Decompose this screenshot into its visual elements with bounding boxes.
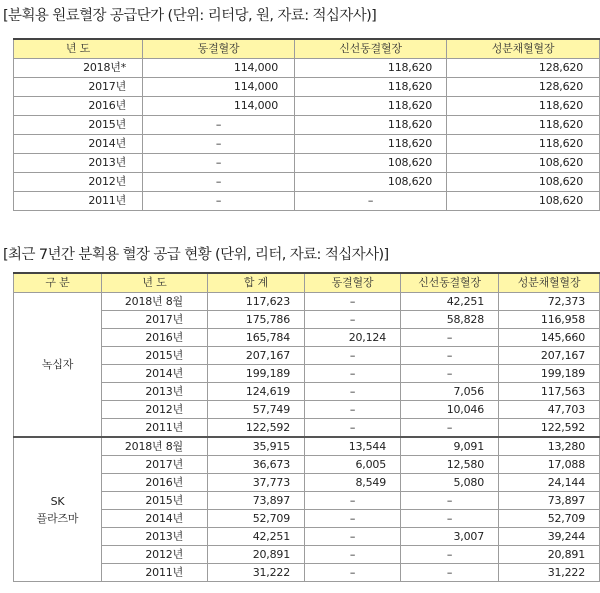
table-row [14, 293, 600, 311]
value-cell: 52,709 [208, 510, 305, 528]
year-cell: 2012년 [102, 401, 208, 419]
table1-header-row [14, 39, 600, 59]
value-cell: 118,620 [447, 135, 600, 154]
table-row [14, 564, 600, 582]
group-label-cell: 녹십자 [14, 293, 102, 438]
table1-header-fresh-frozen-plasma: 신선동결혈장 [295, 39, 447, 59]
value-cell: 118,620 [295, 97, 447, 116]
table-row [14, 59, 600, 78]
value-cell: 5,080 [401, 474, 499, 492]
value-cell: 39,244 [499, 528, 600, 546]
value-cell: 24,144 [499, 474, 600, 492]
plasma-supply-status-table [13, 272, 600, 582]
year-cell: 2017년 [14, 78, 143, 97]
table2-title: [최근 7년간 분획용 혈장 공급 현황 (단위, 리터, 자료: 적십자사)] [3, 247, 389, 263]
value-cell: 42,251 [208, 528, 305, 546]
year-cell: 2016년 [14, 97, 143, 116]
value-cell: 108,620 [447, 173, 600, 192]
value-cell: 124,619 [208, 383, 305, 401]
table-row [14, 456, 600, 474]
value-cell: 108,620 [447, 154, 600, 173]
year-cell: 2011년 [102, 564, 208, 582]
table-row [14, 116, 600, 135]
value-cell: 12,580 [401, 456, 499, 474]
value-cell: 73,897 [499, 492, 600, 510]
table2-header-total: 합 계 [208, 273, 305, 293]
value-cell: – [401, 347, 499, 365]
table-row [14, 474, 600, 492]
value-cell: 199,189 [208, 365, 305, 383]
value-cell: 20,124 [305, 329, 401, 347]
value-cell: 108,620 [295, 154, 447, 173]
table-row [14, 135, 600, 154]
table2-header-category: 구 분 [14, 273, 102, 293]
value-cell: 10,046 [401, 401, 499, 419]
value-cell: 37,773 [208, 474, 305, 492]
value-cell: – [143, 116, 295, 135]
value-cell: – [143, 154, 295, 173]
year-cell: 2017년 [102, 456, 208, 474]
value-cell: – [305, 347, 401, 365]
value-cell: 207,167 [208, 347, 305, 365]
table-row [14, 173, 600, 192]
value-cell: 117,563 [499, 383, 600, 401]
table-row [14, 492, 600, 510]
table2-header-apheresis-plasma: 성분채혈혈장 [499, 273, 600, 293]
year-cell: 2015년 [102, 492, 208, 510]
table-row [14, 78, 600, 97]
value-cell: – [295, 192, 447, 211]
value-cell: 165,784 [208, 329, 305, 347]
value-cell: 7,056 [401, 383, 499, 401]
value-cell: – [401, 564, 499, 582]
value-cell: 118,620 [447, 97, 600, 116]
value-cell: 118,620 [295, 116, 447, 135]
table-row [14, 401, 600, 419]
table1-header-year: 년 도 [14, 39, 143, 59]
value-cell: 20,891 [499, 546, 600, 564]
value-cell: 128,620 [447, 78, 600, 97]
value-cell: – [305, 546, 401, 564]
value-cell: 9,091 [401, 437, 499, 456]
year-cell: 2011년 [14, 192, 143, 211]
value-cell: 72,373 [499, 293, 600, 311]
value-cell: 199,189 [499, 365, 600, 383]
table-row [14, 419, 600, 438]
year-cell: 2011년 [102, 419, 208, 438]
value-cell: – [305, 528, 401, 546]
value-cell: 8,549 [305, 474, 401, 492]
value-cell: 114,000 [143, 59, 295, 78]
table2-header-year: 년 도 [102, 273, 208, 293]
table-row [14, 329, 600, 347]
table-row [14, 546, 600, 564]
table1-header-apheresis-plasma: 성분채혈혈장 [447, 39, 600, 59]
value-cell: 122,592 [499, 419, 600, 438]
year-cell: 2012년 [14, 173, 143, 192]
value-cell: 35,915 [208, 437, 305, 456]
value-cell: 17,088 [499, 456, 600, 474]
value-cell: 31,222 [208, 564, 305, 582]
value-cell: – [305, 401, 401, 419]
value-cell: 114,000 [143, 78, 295, 97]
year-cell: 2016년 [102, 474, 208, 492]
table-row [14, 97, 600, 116]
year-cell: 2018년* [14, 59, 143, 78]
value-cell: – [143, 135, 295, 154]
value-cell: – [401, 510, 499, 528]
value-cell: 128,620 [447, 59, 600, 78]
table2-header-frozen-plasma: 동결혈장 [305, 273, 401, 293]
value-cell: 175,786 [208, 311, 305, 329]
year-cell: 2018년 8월 [102, 437, 208, 456]
year-cell: 2014년 [14, 135, 143, 154]
value-cell: 73,897 [208, 492, 305, 510]
value-cell: 31,222 [499, 564, 600, 582]
year-cell: 2014년 [102, 365, 208, 383]
value-cell: 47,703 [499, 401, 600, 419]
year-cell: 2015년 [14, 116, 143, 135]
value-cell: 114,000 [143, 97, 295, 116]
value-cell: 145,660 [499, 329, 600, 347]
value-cell: 117,623 [208, 293, 305, 311]
value-cell: 116,958 [499, 311, 600, 329]
value-cell: – [401, 546, 499, 564]
value-cell: – [305, 492, 401, 510]
value-cell: – [143, 173, 295, 192]
table-row [14, 311, 600, 329]
value-cell: – [401, 419, 499, 438]
value-cell: – [305, 383, 401, 401]
table1-title: [분획용 원료혈장 공급단가 (단위: 리터당, 원, 자료: 적십자사)] [3, 8, 377, 24]
table-row [14, 528, 600, 546]
value-cell: – [305, 311, 401, 329]
value-cell: – [305, 365, 401, 383]
year-cell: 2015년 [102, 347, 208, 365]
table-row [14, 437, 600, 456]
year-cell: 2018년 8월 [102, 293, 208, 311]
year-cell: 2013년 [14, 154, 143, 173]
value-cell: – [305, 293, 401, 311]
value-cell: 3,007 [401, 528, 499, 546]
table-row [14, 365, 600, 383]
value-cell: – [401, 329, 499, 347]
value-cell: 207,167 [499, 347, 600, 365]
table-row [14, 192, 600, 211]
table-row [14, 154, 600, 173]
table-row [14, 383, 600, 401]
table2-header-row [14, 273, 600, 293]
value-cell: 108,620 [295, 173, 447, 192]
value-cell: 13,544 [305, 437, 401, 456]
year-cell: 2012년 [102, 546, 208, 564]
value-cell: 118,620 [447, 116, 600, 135]
table1-header-frozen-plasma: 동결혈장 [143, 39, 295, 59]
year-cell: 2013년 [102, 528, 208, 546]
table2-header-fresh-frozen-plasma: 신선동결혈장 [401, 273, 499, 293]
value-cell: 13,280 [499, 437, 600, 456]
value-cell: 118,620 [295, 135, 447, 154]
value-cell: 122,592 [208, 419, 305, 438]
value-cell: 57,749 [208, 401, 305, 419]
value-cell: 6,005 [305, 456, 401, 474]
value-cell: – [305, 510, 401, 528]
value-cell: – [305, 564, 401, 582]
year-cell: 2017년 [102, 311, 208, 329]
year-cell: 2016년 [102, 329, 208, 347]
value-cell: 42,251 [401, 293, 499, 311]
value-cell: 52,709 [499, 510, 600, 528]
value-cell: 108,620 [447, 192, 600, 211]
value-cell: 36,673 [208, 456, 305, 474]
value-cell: 118,620 [295, 59, 447, 78]
plasma-unit-price-table [13, 38, 600, 211]
value-cell: 20,891 [208, 546, 305, 564]
value-cell: – [143, 192, 295, 211]
value-cell: – [305, 419, 401, 438]
group-label-cell: SK 플라즈마 [14, 437, 102, 582]
value-cell: 58,828 [401, 311, 499, 329]
table-row [14, 347, 600, 365]
value-cell: 118,620 [295, 78, 447, 97]
year-cell: 2014년 [102, 510, 208, 528]
year-cell: 2013년 [102, 383, 208, 401]
value-cell: – [401, 492, 499, 510]
value-cell: – [401, 365, 499, 383]
table-row [14, 510, 600, 528]
